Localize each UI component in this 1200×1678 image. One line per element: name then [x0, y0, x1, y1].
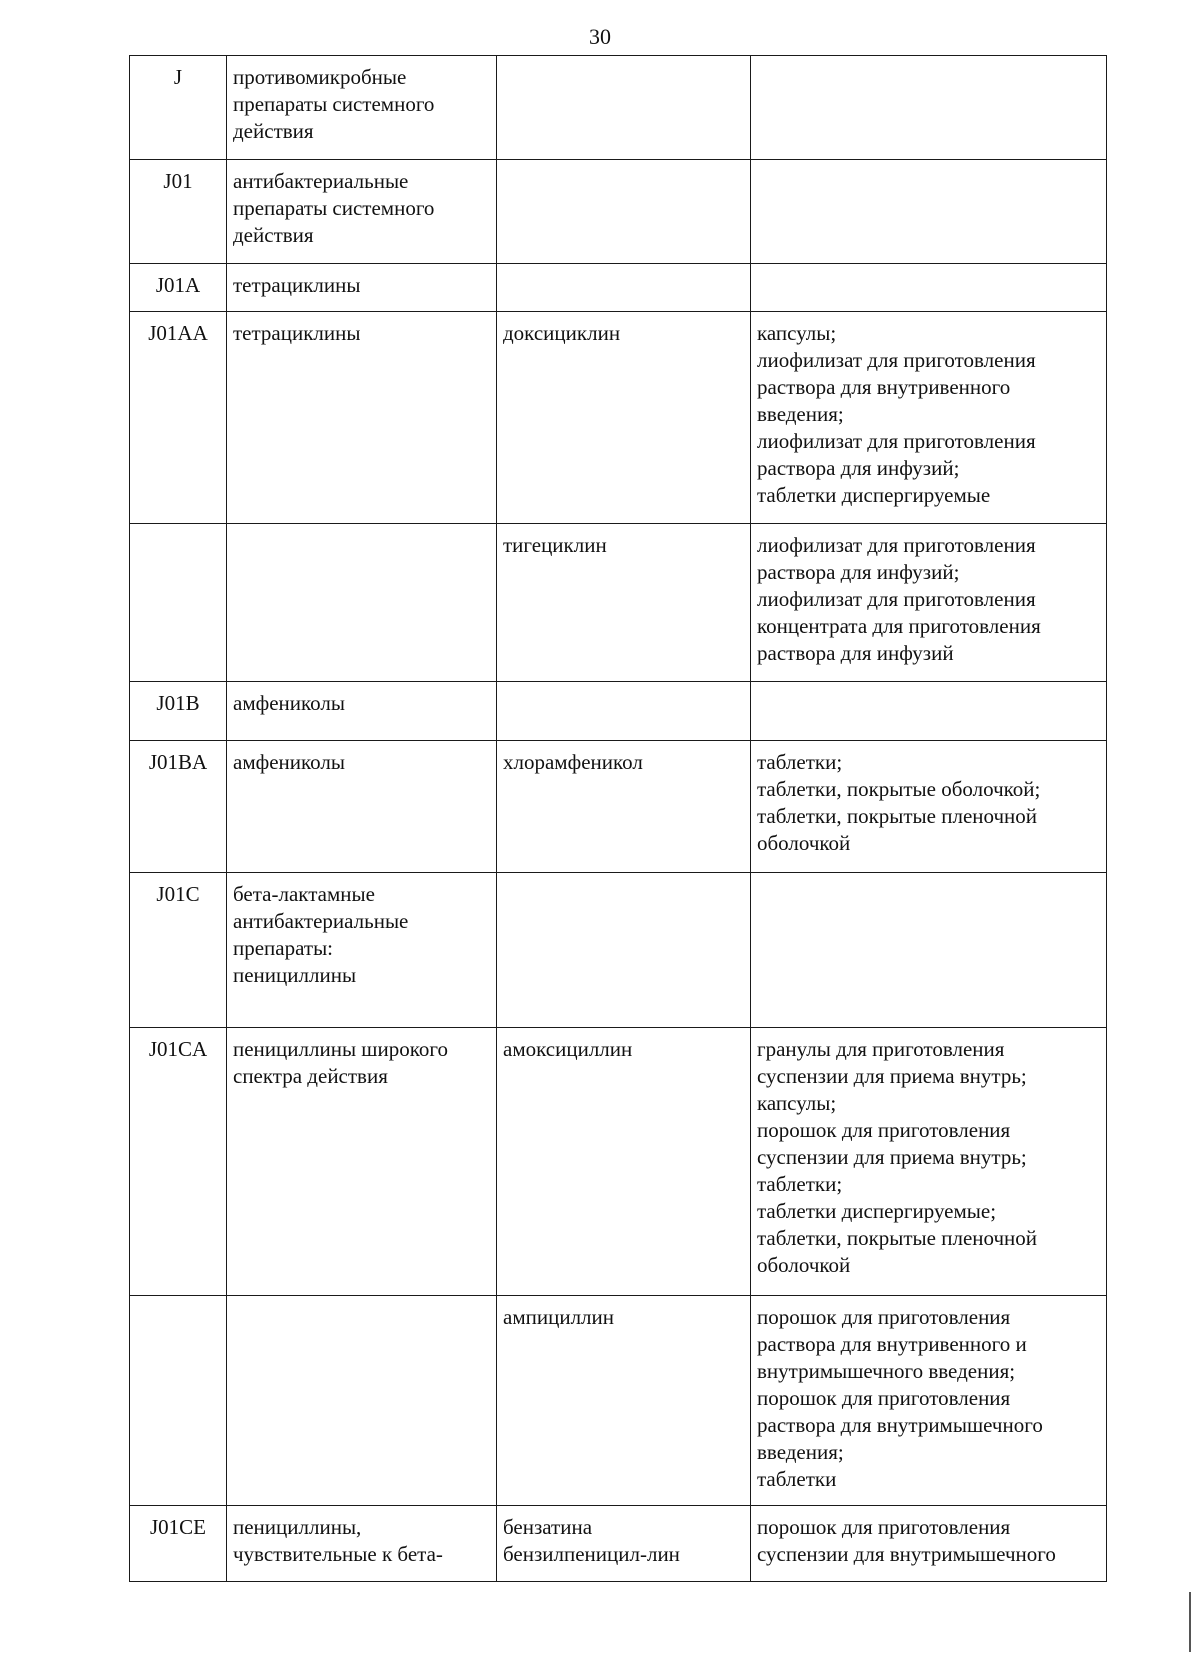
atc-code-cell: J01C: [130, 873, 227, 1028]
forms-cell: [751, 873, 1107, 1028]
group-cell: антибактериальные препараты системного действия: [227, 160, 497, 264]
atc-code-cell: J01CE: [130, 1506, 227, 1582]
drug-cell: тигециклин: [497, 524, 751, 682]
forms-cell: [751, 264, 1107, 312]
table-row: [130, 741, 1107, 873]
table-row: [130, 524, 1107, 682]
group-cell: амфениколы: [227, 741, 497, 873]
table-row: [130, 312, 1107, 524]
atc-code-cell: J01BA: [130, 741, 227, 873]
forms-cell: капсулы; лиофилизат для приготовления раствора для внутривенного введения; лиофилизат для приготовления раствора для инфузий; таблетки диспергируемые: [751, 312, 1107, 524]
group-cell: [227, 524, 497, 682]
drug-cell: [497, 682, 751, 741]
atc-code-cell: J01CA: [130, 1028, 227, 1296]
table-row: [130, 873, 1107, 1028]
atc-code-cell: [130, 524, 227, 682]
drug-cell: хлорамфеникол: [497, 741, 751, 873]
group-cell: бета-лактамные антибактериальные препараты: пенициллины: [227, 873, 497, 1028]
atc-code-cell: J: [130, 56, 227, 160]
forms-cell: таблетки; таблетки, покрытые оболочкой; таблетки, покрытые пленочной оболочкой: [751, 741, 1107, 873]
drug-cell: [497, 160, 751, 264]
forms-cell: порошок для приготовления раствора для внутривенного и внутримышечного введения; порошок для приготовления раствора для внутримышечного введения; таблетки: [751, 1296, 1107, 1506]
atc-code-cell: J01: [130, 160, 227, 264]
table-row: [130, 682, 1107, 741]
table-row: [130, 1506, 1107, 1582]
table-row: [130, 1296, 1107, 1506]
forms-cell: [751, 682, 1107, 741]
group-cell: [227, 1296, 497, 1506]
forms-cell: лиофилизат для приготовления раствора для инфузий; лиофилизат для приготовления концентрата для приготовления раствора для инфузий: [751, 524, 1107, 682]
group-cell: пенициллины широкого спектра действия: [227, 1028, 497, 1296]
forms-cell: [751, 160, 1107, 264]
group-cell: тетрациклины: [227, 264, 497, 312]
drug-table: [129, 55, 1107, 1582]
drug-cell: [497, 873, 751, 1028]
page-number: 30: [589, 24, 611, 49]
table-row: [130, 264, 1107, 312]
atc-code-cell: J01B: [130, 682, 227, 741]
drug-cell: ампициллин: [497, 1296, 751, 1506]
group-cell: тетрациклины: [227, 312, 497, 524]
atc-code-cell: J01AA: [130, 312, 227, 524]
forms-cell: порошок для приготовления суспензии для внутримышечного: [751, 1506, 1107, 1582]
atc-code-cell: [130, 1296, 227, 1506]
drug-cell: [497, 264, 751, 312]
forms-cell: [751, 56, 1107, 160]
drug-cell: бензатина бензилпеницил-лин: [497, 1506, 751, 1582]
drug-cell: [497, 56, 751, 160]
drug-cell: доксициклин: [497, 312, 751, 524]
table-row: [130, 56, 1107, 160]
atc-code-cell: J01A: [130, 264, 227, 312]
group-cell: противомикробные препараты системного действия: [227, 56, 497, 160]
table-row: [130, 1028, 1107, 1296]
group-cell: пенициллины, чувствительные к бета-: [227, 1506, 497, 1582]
table-row: [130, 160, 1107, 264]
drug-cell: амоксициллин: [497, 1028, 751, 1296]
forms-cell: гранулы для приготовления суспензии для приема внутрь; капсулы; порошок для приготовления суспензии для приема внутрь; таблетки; таблетки диспергируемые; таблетки, покрытые пленочной оболочкой: [751, 1028, 1107, 1296]
scan-edge-mark: [1189, 1592, 1191, 1652]
group-cell: амфениколы: [227, 682, 497, 741]
